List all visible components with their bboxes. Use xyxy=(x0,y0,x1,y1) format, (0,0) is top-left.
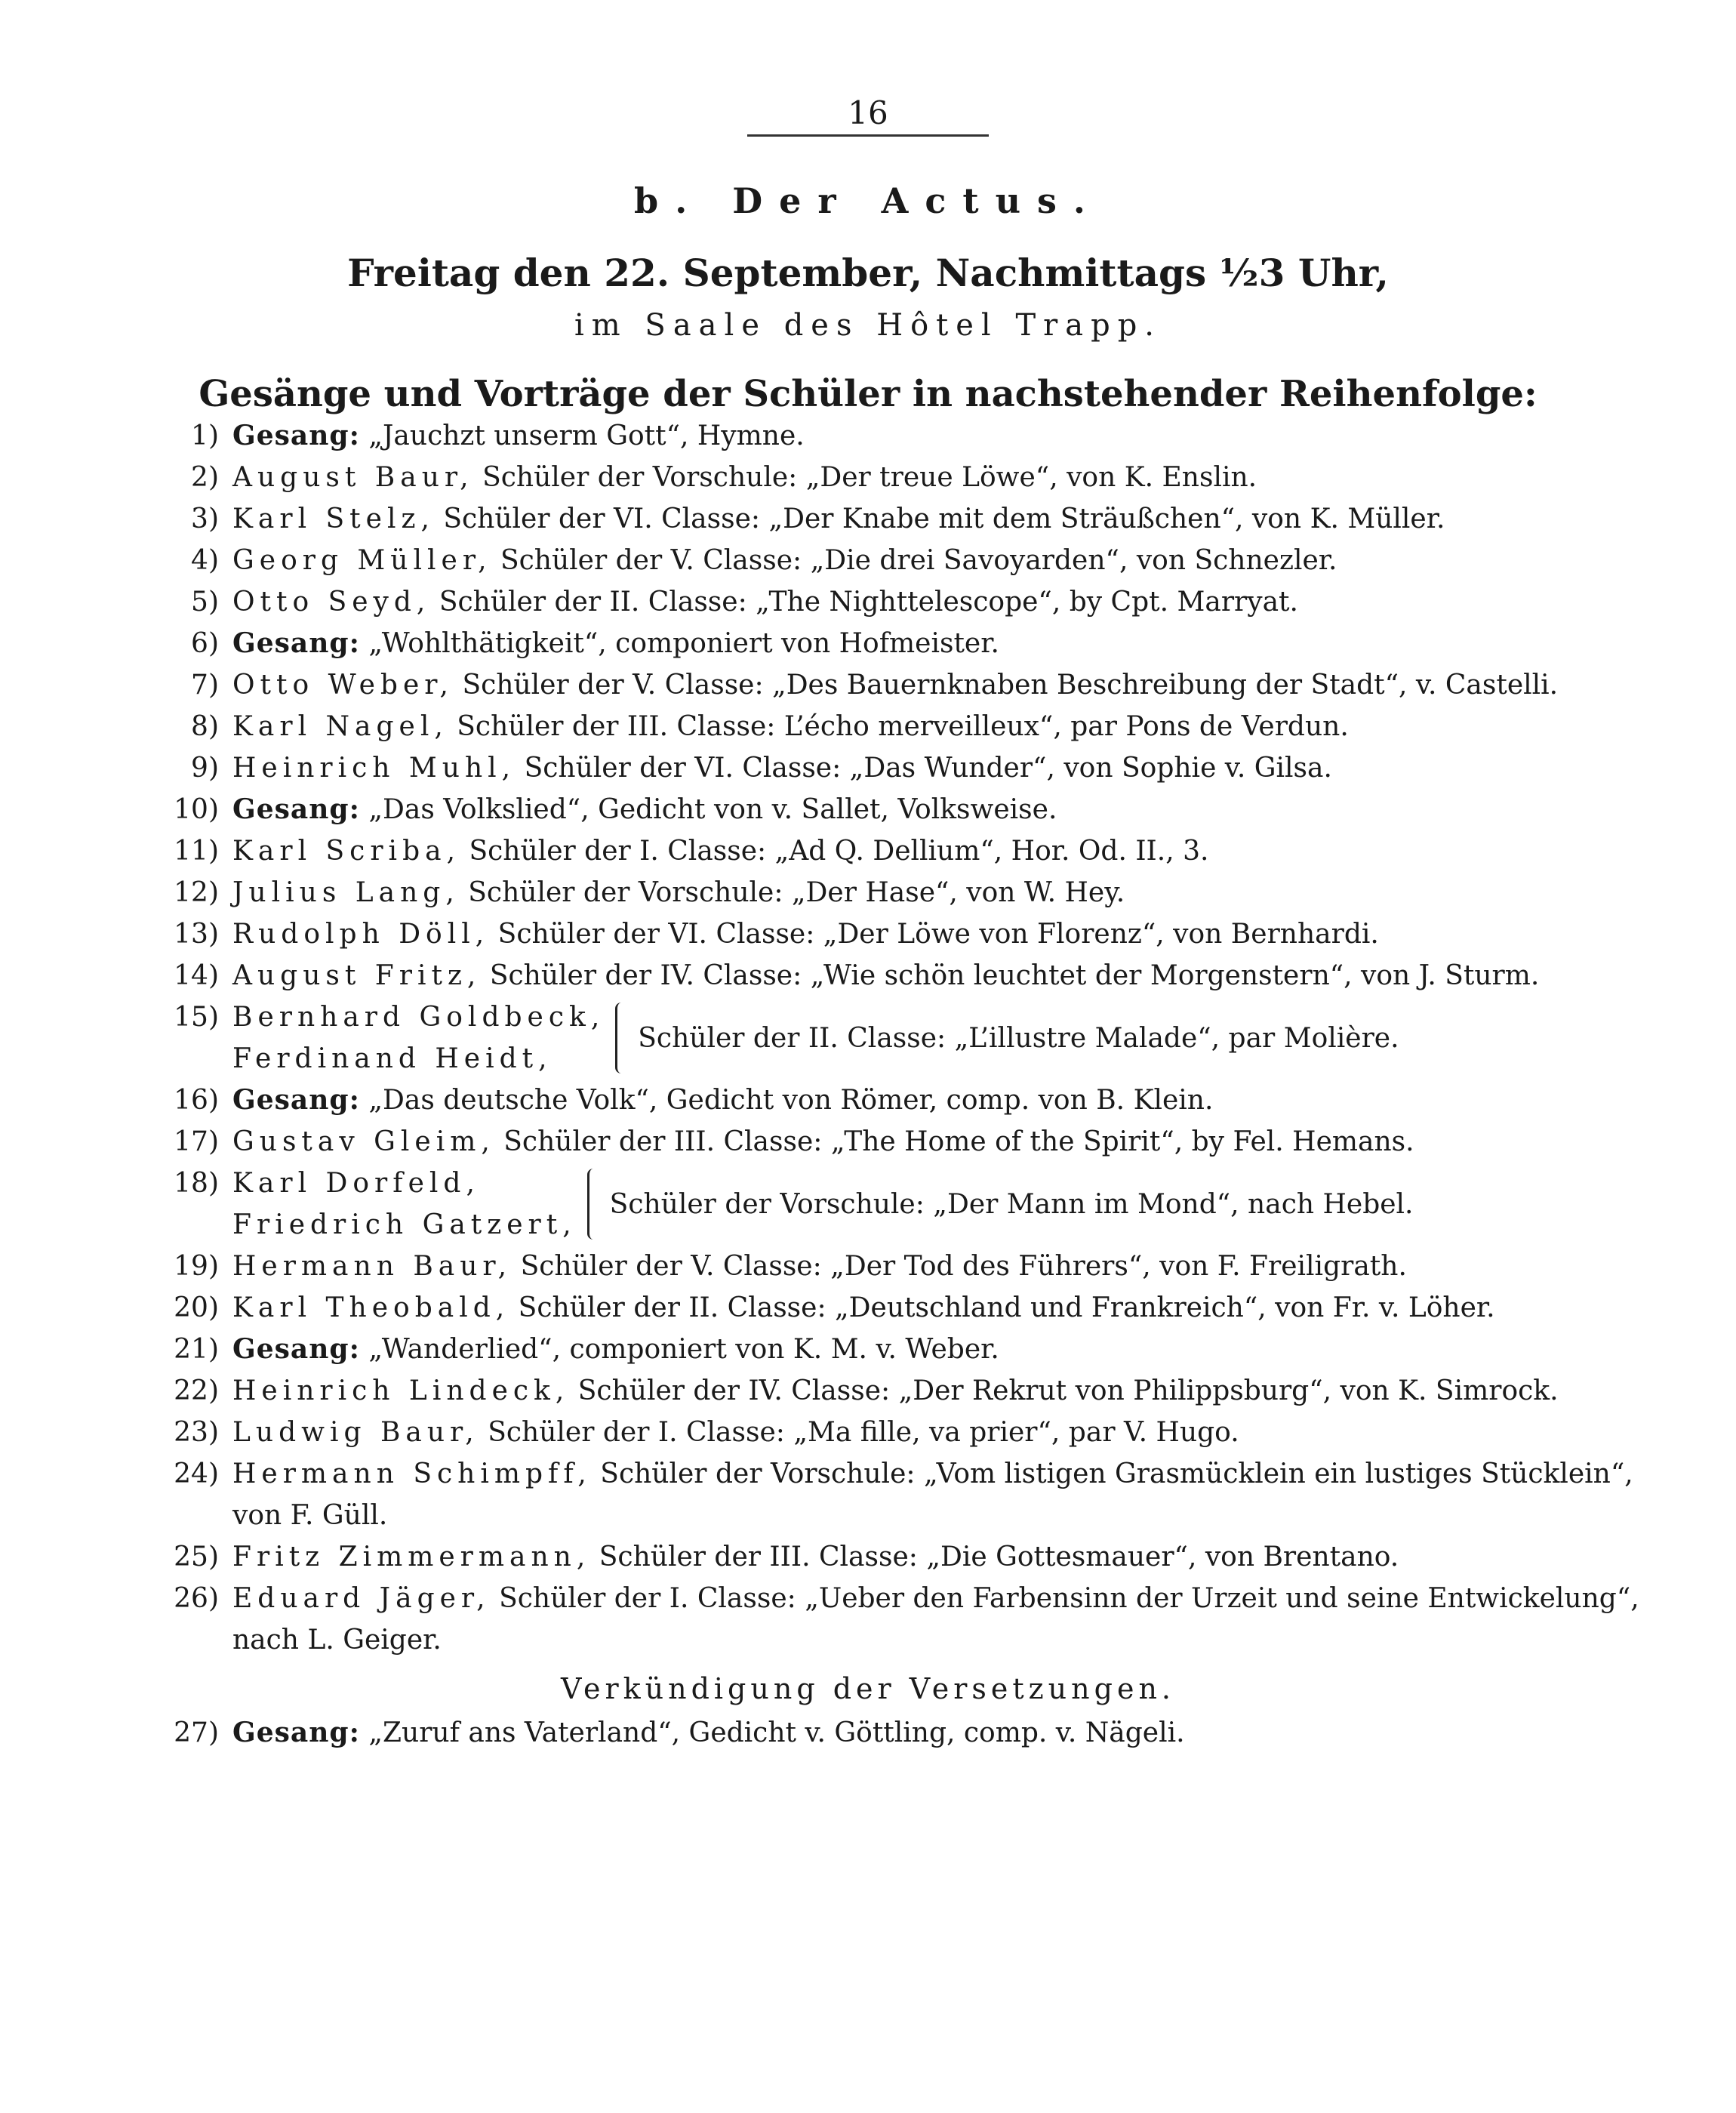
program-entry xyxy=(143,1329,1600,1370)
gesang-label: Gesang: xyxy=(232,1717,360,1748)
program-entry xyxy=(143,1712,1600,1754)
performer-name: Karl Dorfeld, xyxy=(232,1168,480,1199)
page-number: 16 xyxy=(848,94,888,131)
brace-mark xyxy=(587,1169,600,1240)
program-entry xyxy=(143,830,1600,872)
program-entry xyxy=(143,498,1600,540)
program-entry xyxy=(143,540,1600,581)
entry-number: 22) xyxy=(174,1375,219,1406)
gesang-label: Gesang: xyxy=(232,1333,360,1365)
program-entry xyxy=(143,706,1600,747)
entry-number: 16) xyxy=(174,1085,219,1116)
entry-number: 15) xyxy=(174,1002,219,1033)
performer-name: Karl Nagel, xyxy=(232,711,448,742)
entry-number: 8) xyxy=(191,711,219,742)
program-entry xyxy=(143,872,1600,913)
entry-detail: „Jauchzt unserm Gott“, Hymne. xyxy=(368,420,805,451)
performer-name: Julius Lang, xyxy=(232,877,460,908)
entry-detail: Schüler der III. Classe: „Die Gottesmauer“, von Brentano. xyxy=(599,1542,1399,1572)
program-entry xyxy=(143,415,1600,457)
date-line: Freitag den 22. September, Nachmittags ½3 Uhr, xyxy=(347,251,1389,295)
section-title: b. Der Actus. xyxy=(634,180,1102,221)
performer-name: Karl Stelz, xyxy=(232,504,435,534)
entry-detail: Schüler der II. Classe: „The Nighttelescope“, by Cpt. Marryat. xyxy=(439,587,1298,618)
entry-detail: Schüler der Vorschule: „Der Hase“, von W. Hey. xyxy=(468,877,1125,908)
announcement-line: Verkündigung der Versetzungen. xyxy=(561,1672,1175,1705)
program-entry xyxy=(143,1412,1600,1453)
program-heading: Gesänge und Vorträge der Schüler in nachstehender Reihenfolge: xyxy=(199,373,1537,415)
program-entry-paired xyxy=(143,1163,1600,1246)
program-entry xyxy=(143,664,1600,706)
entry-number: 11) xyxy=(174,836,219,867)
entry-number: 6) xyxy=(191,628,219,659)
performer-name: Friedrich Gatzert, xyxy=(232,1209,577,1240)
performer-name: Fritz Zimmermann, xyxy=(232,1542,591,1572)
entry-number: 2) xyxy=(191,462,219,493)
entry-detail: Schüler der I. Classe: „Ma fille, va prier“, par V. Hugo. xyxy=(488,1417,1239,1448)
entry-detail: Schüler der III. Classe: „The Home of the Spirit“, by Fel. Hemans. xyxy=(503,1126,1414,1157)
entry-detail: Schüler der III. Classe: L’écho merveilleux“, par Pons de Verdun. xyxy=(457,711,1349,742)
entry-detail: Schüler der I. Classe: „Ueber den Farbensinn der Urzeit und seine Entwickelung“, xyxy=(499,1583,1639,1614)
entry-number: 26) xyxy=(174,1583,219,1614)
program-entry xyxy=(143,955,1600,996)
performer-name: Otto Weber, xyxy=(232,670,454,701)
entry-number: 4) xyxy=(191,545,219,576)
entry-detail: „Zuruf ans Vaterland“, Gedicht v. Göttling, comp. v. Nägeli. xyxy=(368,1717,1185,1748)
entry-detail: „Das deutsche Volk“, Gedicht von Römer, comp. von B. Klein. xyxy=(368,1085,1214,1116)
entry-number: 24) xyxy=(174,1458,219,1489)
program-entry-paired xyxy=(143,996,1600,1080)
program-list xyxy=(143,415,1639,1754)
entry-continuation: von F. Güll. xyxy=(232,1500,388,1531)
gesang-label: Gesang: xyxy=(232,1084,360,1116)
page-number-rule xyxy=(747,134,989,137)
entry-detail: Schüler der VI. Classe: „Das Wunder“, von Sophie v. Gilsa. xyxy=(524,753,1332,784)
program-entry-continuation xyxy=(143,1495,1600,1536)
entry-detail: Schüler der I. Classe: „Ad Q. Dellium“, Hor. Od. II., 3. xyxy=(469,836,1209,867)
entry-number: 14) xyxy=(174,960,219,991)
entry-detail: Schüler der VI. Classe: „Der Knabe mit dem Sträußchen“, von K. Müller. xyxy=(443,504,1445,534)
program-entry xyxy=(143,1287,1600,1329)
performer-name: Georg Müller, xyxy=(232,545,492,576)
entry-detail: Schüler der Vorschule: „Der treue Löwe“, von K. Enslin. xyxy=(482,462,1257,493)
entry-detail: Schüler der VI. Classe: „Der Löwe von Florenz“, von Bernhardi. xyxy=(497,919,1379,950)
program-header xyxy=(0,174,1736,424)
entry-number: 5) xyxy=(191,587,219,618)
entry-number: 18) xyxy=(174,1168,219,1199)
program-entry xyxy=(143,457,1600,498)
program-entry xyxy=(143,1536,1600,1578)
performer-name: Heinrich Muhl, xyxy=(232,753,516,784)
entry-number: 19) xyxy=(174,1251,219,1282)
performer-name: Hermann Baur, xyxy=(232,1251,512,1282)
performer-name: August Fritz, xyxy=(232,960,482,991)
entry-number: 3) xyxy=(191,504,219,534)
entry-detail: „Wanderlied“, componiert von K. M. v. Weber. xyxy=(368,1334,999,1365)
performer-name: Karl Theobald, xyxy=(232,1292,510,1323)
program-entry xyxy=(143,789,1600,830)
entry-detail: Schüler der IV. Classe: „Wie schön leuchtet der Morgenstern“, von J. Sturm. xyxy=(489,960,1540,991)
program-entry xyxy=(143,747,1600,789)
entry-number: 20) xyxy=(174,1292,219,1323)
performer-name: Gustav Gleim, xyxy=(232,1126,495,1157)
program-entry xyxy=(143,623,1600,664)
entry-number: 10) xyxy=(174,794,219,825)
entry-number: 27) xyxy=(174,1717,219,1748)
entry-number: 25) xyxy=(174,1542,219,1572)
entry-detail: Schüler der V. Classe: „Des Bauernknaben Beschreibung der Stadt“, v. Castelli. xyxy=(462,670,1559,701)
entry-number: 17) xyxy=(174,1126,219,1157)
program-entry xyxy=(143,581,1600,623)
brace-mark xyxy=(615,1003,628,1073)
entry-number: 7) xyxy=(191,670,219,701)
program-entry xyxy=(143,1578,1639,1619)
program-entry xyxy=(143,1080,1600,1121)
performer-name: Bernhard Goldbeck, xyxy=(232,1002,605,1033)
performer-name: Heinrich Lindeck, xyxy=(232,1375,570,1406)
performer-name: Rudolph Döll, xyxy=(232,919,490,950)
program-entry xyxy=(143,1246,1600,1287)
program-entry xyxy=(143,1453,1633,1495)
entry-number: 13) xyxy=(174,919,219,950)
entry-detail: Schüler der Vorschule: „Vom listigen Grasmücklein ein lustiges Stücklein“, xyxy=(600,1458,1633,1489)
entry-detail: Schüler der V. Classe: „Der Tod des Führers“, von F. Freiligrath. xyxy=(520,1251,1407,1282)
performer-name: Ludwig Baur, xyxy=(232,1417,479,1448)
program-entry xyxy=(143,1121,1600,1163)
place-line: im Saale des Hôtel Trapp. xyxy=(574,308,1162,343)
gesang-label: Gesang: xyxy=(232,627,360,659)
performer-name: Otto Seyd, xyxy=(232,587,431,618)
entry-number: 23) xyxy=(174,1417,219,1448)
performer-name: Hermann Schimpff, xyxy=(232,1458,592,1489)
program-entry xyxy=(143,1370,1600,1412)
entry-detail: „Das Volkslied“, Gedicht von v. Sallet, Volksweise. xyxy=(368,794,1057,825)
gesang-label: Gesang: xyxy=(232,420,360,451)
entry-detail: Schüler der II. Classe: „Deutschland und Frankreich“, von Fr. v. Löher. xyxy=(518,1292,1495,1323)
entry-detail: Schüler der IV. Classe: „Der Rekrut von Philippsburg“, von K. Simrock. xyxy=(577,1375,1559,1406)
entry-detail: „Wohlthätigkeit“, componiert von Hofmeister. xyxy=(368,628,999,659)
gesang-label: Gesang: xyxy=(232,793,360,825)
performer-name: Ferdinand Heidt, xyxy=(232,1043,553,1074)
performer-name: Karl Scriba, xyxy=(232,836,461,867)
performer-name: Eduard Jäger, xyxy=(232,1583,491,1614)
entry-detail: Schüler der II. Classe: „L’illustre Malade“, par Molière. xyxy=(638,1023,1399,1054)
entry-detail: Schüler der Vorschule: „Der Mann im Mond“, nach Hebel. xyxy=(609,1189,1414,1220)
entry-number: 21) xyxy=(174,1334,219,1365)
entry-continuation: nach L. Geiger. xyxy=(232,1625,442,1656)
entry-number: 1) xyxy=(191,420,219,451)
entry-detail: Schüler der V. Classe: „Die drei Savoyarden“, von Schnezler. xyxy=(500,545,1337,576)
entry-number: 9) xyxy=(191,753,219,784)
entry-number: 12) xyxy=(174,877,219,908)
program-entry xyxy=(143,913,1600,955)
performer-name: August Baur, xyxy=(232,462,474,493)
program-entry-continuation xyxy=(143,1619,1600,1661)
